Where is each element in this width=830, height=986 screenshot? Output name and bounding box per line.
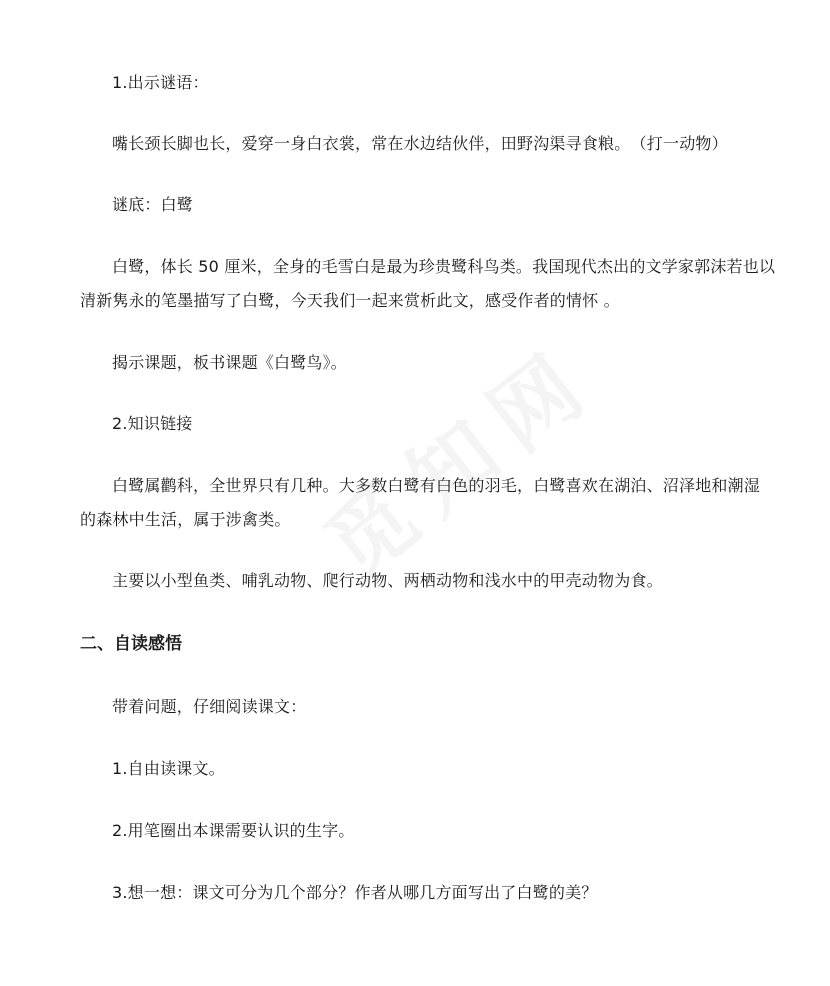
item1-title: 1.出示谜语： xyxy=(112,73,209,92)
intro-line-1: 白鹭，体长 50 厘米，全身的毛雪白是最为珍贵鹭科鸟类。我国现代杰出的文学家郭沫若也以 xyxy=(112,257,776,276)
step-3: 3.想一想：课文可分为几个部分？作者从哪几方面写出了白鹭的美？ xyxy=(112,883,598,902)
riddle-answer: 谜底：白鹭 xyxy=(112,195,194,214)
step-1: 1.自由读课文。 xyxy=(112,759,225,778)
knowledge-line-2: 的森林中生活，属于涉禽类。 xyxy=(80,510,291,529)
knowledge-line-1: 白鹭属鹳科，全世界只有几种。大多数白鹭有白色的羽毛，白鹭喜欢在湖泊、沼泽地和潮湿 xyxy=(112,476,761,495)
food-text: 主要以小型鱼类、哺乳动物、爬行动物、两栖动物和浅水中的甲壳动物为食。 xyxy=(112,571,663,590)
section2-heading: 二、自读感悟 xyxy=(80,634,182,654)
intro-line-2: 清新隽永的笔墨描写了白鹭，今天我们一起来赏析此文，感受作者的情怀 。 xyxy=(80,291,620,310)
step-2: 2.用笔圈出本课需要认识的生字。 xyxy=(112,821,355,840)
section2-lead: 带着问题，仔细阅读课文： xyxy=(112,697,307,716)
item2-title: 2.知识链接 xyxy=(112,414,193,433)
riddle-text: 嘴长颈长脚也长，爱穿一身白衣裳，常在水边结伙伴，田野沟渠寻食粮。 （打一动物） xyxy=(112,134,728,153)
reveal-title: 揭示课题，板书课题《白鹭鸟》。 xyxy=(112,353,348,372)
